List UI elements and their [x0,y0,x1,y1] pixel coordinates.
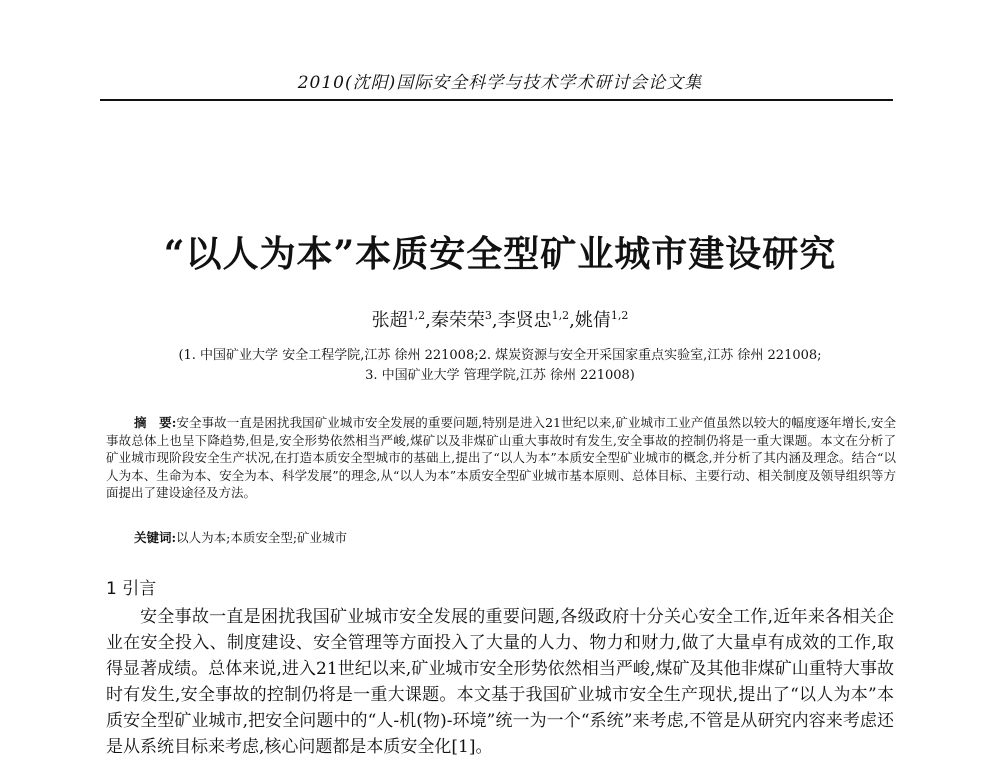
body-paragraph: 安全事故一直是困扰我国矿业城市安全发展的重要问题,各级政府十分关心安全工作,近年来各相关企业在安全投入、制度建设、安全管理等方面投入了大量的人力、物力和财力,做了大量卓有成效的工作,取得显著成绩。总体来说,进入21世纪以来,矿业城市安全形势依然相当严峻,煤矿及其他非煤矿山重特大事故时有发生,安全事故的控制仍将是一重大课题。本文基于我国矿业城市安全生产现状,提出了“以人为本”本质安全型矿业城市,把安全问题中的“人-机(物)-环境”统一为一个“系统”来考虑,不管是从研究内容来考虑还是从系统目标来考虑,核心问题都是本质安全化[1]。 [106,607,894,757]
author-affiliation-mark: 1,2 [610,309,629,322]
abstract-label: 摘 要: [134,415,177,430]
author-list: 张超$^{1,2}$,秦荣荣$^3$,李贤忠$^{1,2}$,姚倩$^{1,2}$ [371,309,629,331]
abstract [106,414,896,502]
abstract-text: 安全事故一直是困扰我国矿业城市安全发展的重要问题,特别是进入21世纪以来,矿业城市工业产值虽然以较大的幅度逐年增长,安全事故总体上也呈下降趋势,但是,安全形势依然相当严峻,煤矿以及非煤矿山重大事故时有发生,安全事故的控制仍将是一重大课题。本文在分析了矿业城市现阶段安全生产状况,在打造本质安全型城市的基础上,提出了“以人为本”本质安全型矿业城市的概念,并分析了其内涵及理念。结合“以人为本、生命为本、安全为本、科学发展”的理念,从“以人为本”本质安全型矿业城市基本原则、总体目标、主要行动、相关制度及领导组织等方面提出了建设途径及方法。 [106,415,896,500]
author-name: 姚倩 [574,310,611,331]
author-affiliation-mark: 1,2 [551,309,570,322]
paper-title: “以人为本”本质安全型矿业城市建设研究 [163,233,837,275]
header-divider [100,99,893,101]
author-affiliation-mark: 1,2 [407,309,426,322]
keywords [134,528,894,546]
author-name: 李贤忠 [497,310,552,331]
author-name: 张超 [371,310,408,331]
keywords-text: 以人为本;本质安全型;矿业城市 [176,530,348,545]
keywords-label: 关键词: [134,530,177,545]
affiliation-line-1: (1. 中国矿业大学 安全工程学院,江苏 徐州 221008;2. 煤炭资源与安全开采国家重点实验室,江苏 徐州 221008; [178,348,822,363]
affiliation-line-2: 3. 中国矿业大学 管理学院,江苏 徐州 221008) [365,368,635,383]
running-header: 2010(沈阳)国际安全科学与技术学术研讨会论文集 [297,73,703,93]
author-affiliation-mark: 3 [484,309,492,322]
section-heading: 1 引言 [106,579,157,599]
author-name: 秦荣荣 [430,310,485,331]
